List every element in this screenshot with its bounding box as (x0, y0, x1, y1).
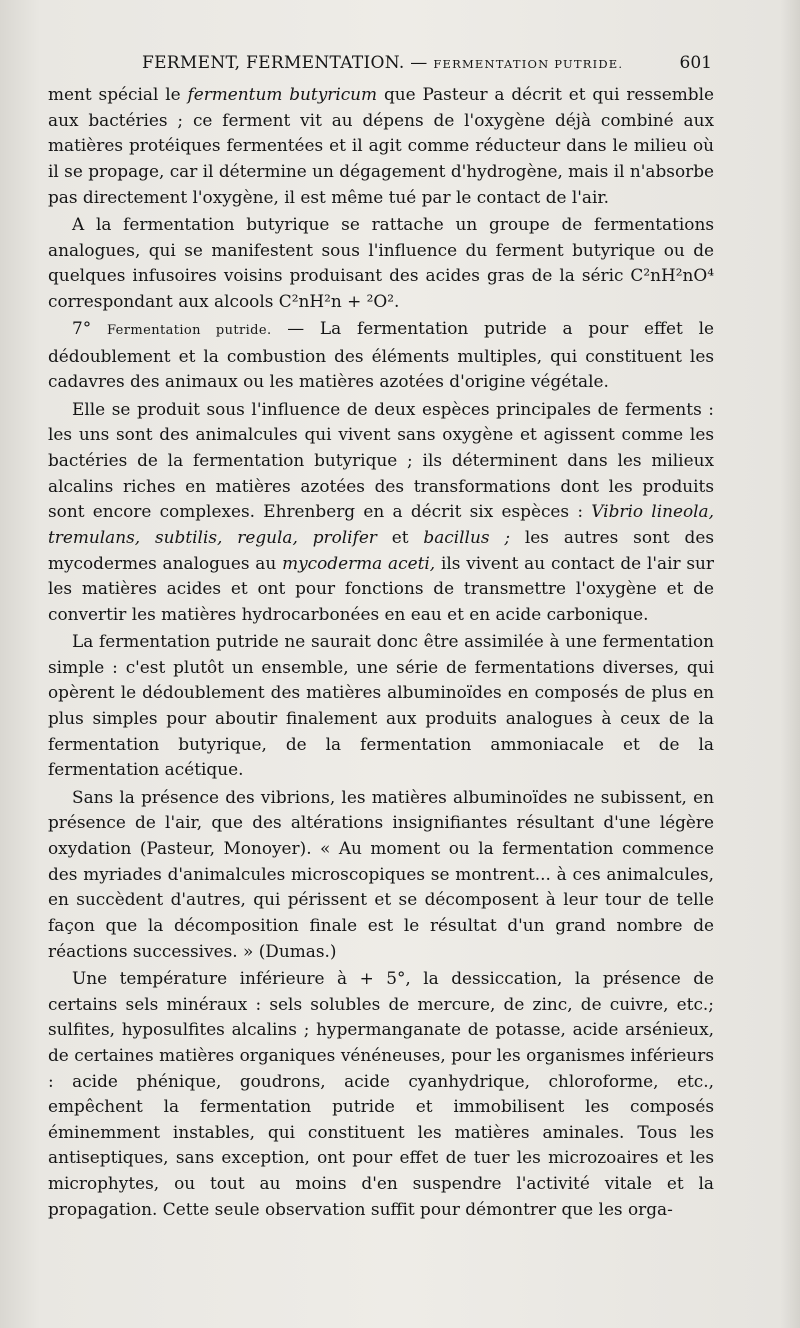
paragraph-2-text: A la fermentation butyrique se rattache un groupe de fermentations analogues, qui se manifestent sous l'influence du ferment butyrique ou de quelques infusoires voisins produisant des acides gras de la séric C²nH²nO⁴ correspondant aux alcools C²nH²n + ²O². (48, 213, 714, 311)
paragraph-1-text-a: ment spécial le (48, 84, 188, 104)
paragraph-1-text-b: que Pasteur a décrit et qui ressemble aux bactéries ; ce ferment vit au dépens de l'oxygène déjà combiné aux matières protéiques fermentées et il agit comme réducteur dans le milieu où il se propage, car il détermine un dégagement d'hydrogène, mais il n'absorbe pas directement l'oxygène, il est même tué par le contact de l'air. (48, 84, 715, 207)
running-title (142, 46, 623, 81)
body-text (48, 82, 714, 1222)
paragraph-1-italic: fermentum butyricum (187, 84, 378, 104)
paragraph-1 (48, 82, 714, 210)
paragraph-4-italic-c: mycoderma aceti, (282, 552, 436, 573)
paragraph-3 (48, 316, 714, 395)
paragraph-7-text: Une température inférieure à + 5°, la dessiccation, la présence de certains sels minéraux : sels solubles de mercure, de zinc, de cuivre, etc.; sulfites, hyposulfites alcalins ; hypermanganate de potasse, acide arsénieux, de certaines matières organiques vénéneuses, pour les organismes inférieurs : acide phénique, goudrons, acide cyanhydrique, chloroforme, etc., empêchent la fermentation putride et immobilisent les composés éminemment instables, qui constituent les matières aminales. Tous les antiseptiques, sans exception, ont pour effet de tuer les microzoaires et les microphytes, ou tout au moins d'en suspendre l'activité vitale et la propagation. Cette seule observation suffit pour démontrer que les orga- (48, 967, 714, 1219)
header-subtitle: FERMENTATION PUTRIDE. (433, 57, 624, 71)
paragraph-7 (48, 966, 714, 1223)
paragraph-4-text-d: ils vivent au contact de l'air sur les matières acides et ont pour fonctions de transmettre l'oxygène et de convertir les matières hydrocarbonées en eau et en acide carbonique. (48, 552, 714, 624)
section-heading: Fermentation putride. (106, 323, 272, 339)
paragraph-4-italic-a: Vibrio lineola, tremulans, subtilis, regula, prolifer (48, 501, 714, 547)
paragraph-3-text: — La fermentation putride a pour effet le dédoublement et la combustion des éléments multiples, qui constituent les cadavres des animaux ou les matières azotées d'origine végétale. (48, 318, 714, 392)
paragraph-4-italic-b: bacillus ; (423, 526, 511, 547)
running-header (70, 46, 712, 80)
paragraph-5-text: La fermentation putride ne saurait donc être assimilée à une fermentation simple : c'est plutôt un ensemble, une série de fermentations diverses, qui opèrent le dédoublement des matières albuminoïdes en composés de plus en plus simples pour aboutir finalement aux produits analogues à ceux de la fermentation butyrique, de la fermentation ammoniacale et de la fermentation acétique. (48, 631, 714, 780)
paragraph-2 (48, 212, 714, 315)
paragraph-4-text-c: les autres sont des mycodermes analogues au (48, 526, 714, 573)
paragraph-4-text-a: Elle se produit sous l'influence de deux espèces principales de ferments : les uns sont des animalcules qui vivent sans oxygène et agissent comme les bactéries de la fermentation butyrique ; ils déterminent dans les milieux alcalins riches en matières azotées des transformations dont les produits sont encore complexes. Ehrenberg en a décrit six espèces : (48, 398, 714, 522)
page-number: 601 (679, 53, 712, 73)
header-title: FERMENT, FERMENTATION. — (142, 53, 428, 73)
paragraph-6 (48, 785, 714, 965)
paragraph-5 (48, 629, 714, 783)
section-number: 7° (72, 318, 107, 339)
paragraph-4-text-b: et (376, 526, 424, 547)
paragraph-6-text: Sans la présence des vibrions, les matières albuminoïdes ne subissent, en présence de l'air, que des altérations insignifiantes résultant d'une légère oxydation (Pasteur, Monoyer). « Au moment ou la fermentation commence des myriades d'animalcules microscopiques se montrent... à ces animalcules, en succèdent d'autres, qui périssent et se décomposent à leur tour de telle façon que la décomposition finale est le résultat d'un grand nombre de réactions successives. » (Dumas.) (48, 786, 714, 961)
paragraph-4 (48, 397, 714, 628)
